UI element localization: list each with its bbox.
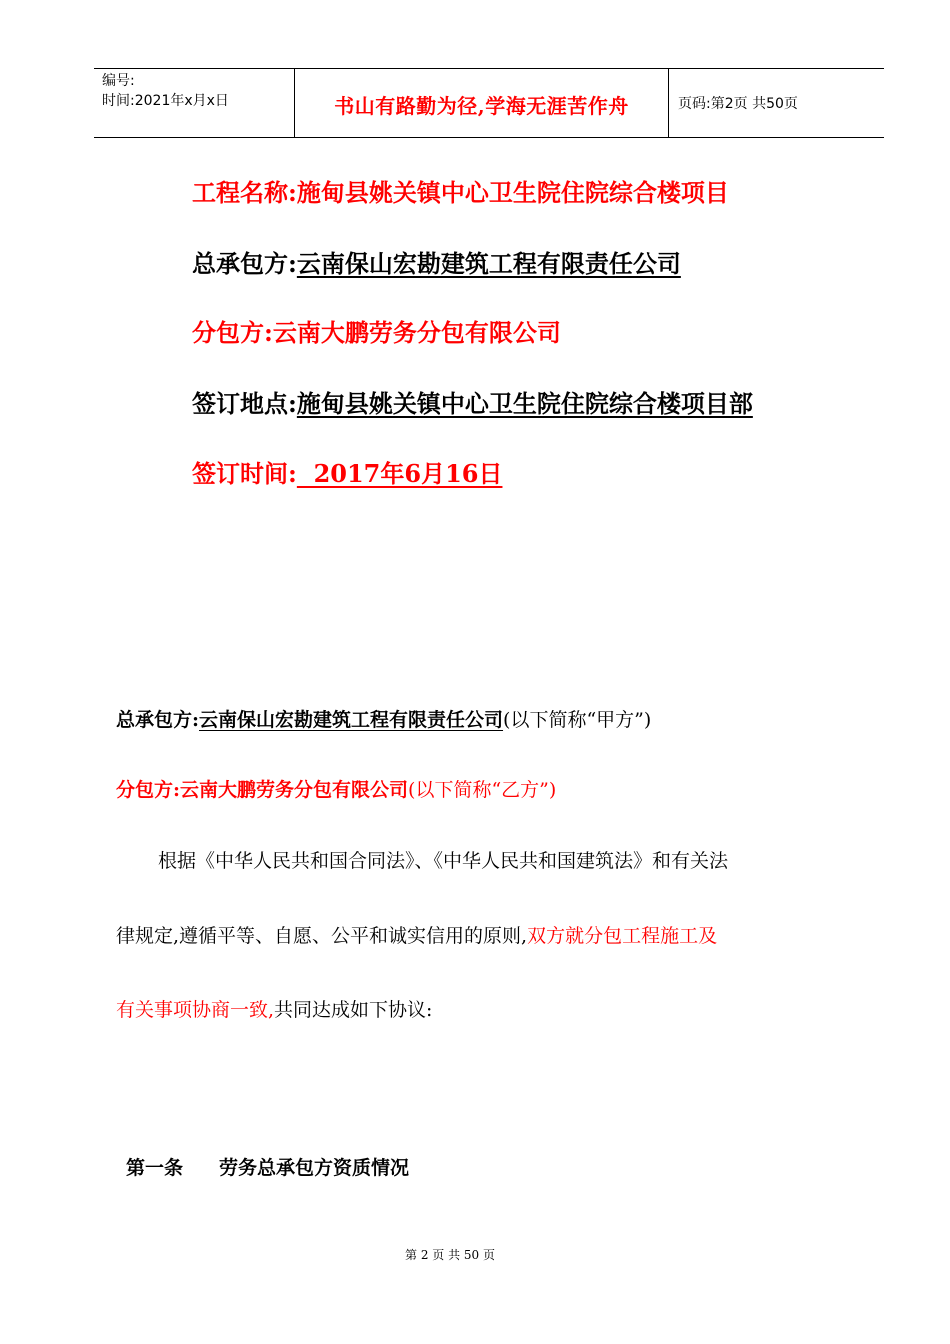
page-footer: 第 2 页 共 50 页	[405, 1248, 495, 1262]
party-b-value: 云南大鹏劳务分包有限公司	[180, 779, 409, 801]
party-a-line	[116, 707, 651, 733]
cover-project-name	[192, 178, 729, 208]
document-time-label: 时间:2021年x月x日	[102, 93, 229, 109]
header-meta-cell	[94, 69, 294, 137]
header-motto: 书山有路勤为径,学海无涯苦作舟	[334, 94, 629, 118]
cover-subcontractor	[192, 318, 561, 348]
signing-place-value: 施甸县姚关镇中心卫生院住院综合楼项目部	[296, 389, 753, 418]
signing-place-label: 签订地点:	[192, 389, 297, 418]
project-name-value: 施甸县姚关镇中心卫生院住院综合楼项目	[296, 178, 729, 207]
project-name-label: 工程名称:	[192, 178, 297, 207]
body-line-1	[158, 848, 728, 874]
contractor-label: 总承包方:	[192, 249, 297, 278]
article-heading	[126, 1153, 409, 1180]
party-b-label: 分包方:	[116, 779, 181, 801]
subcontractor-label: 分包方:	[192, 318, 273, 347]
body-line-3	[116, 997, 432, 1023]
subcontractor-value: 云南大鹏劳务分包有限公司	[272, 318, 561, 347]
body-text-2b: 双方就分包工程施工及	[527, 925, 718, 947]
body-text-3b: 共同达成如下协议:	[274, 999, 433, 1021]
cover-signing-place	[192, 389, 753, 419]
header-page-number: 页码:第2页 共50页	[678, 96, 798, 112]
article-number: 第一条	[126, 1157, 184, 1179]
contractor-value: 云南保山宏勘建筑工程有限责任公司	[296, 249, 681, 278]
document-header	[94, 68, 884, 138]
party-a-value: 云南保山宏勘建筑工程有限责任公司	[199, 709, 504, 731]
cover-signing-date	[192, 459, 502, 489]
document-number-label: 编号:	[102, 73, 135, 89]
body-text-2a: 律规定,遵循平等、自愿、公平和诚实信用的原则,	[116, 925, 528, 947]
party-b-note: (以下简称“乙方”)	[408, 779, 557, 801]
party-a-label: 总承包方:	[116, 709, 200, 731]
party-a-note: (以下简称“甲方”)	[503, 709, 652, 731]
body-line-2	[116, 923, 717, 949]
header-motto-cell	[294, 69, 669, 137]
cover-contractor	[192, 249, 681, 279]
party-b-line	[116, 777, 556, 803]
signing-date-value: 2017年6月16日	[296, 459, 503, 488]
body-text-3a: 有关事项协商一致,	[116, 999, 275, 1021]
body-text-1: 根据《中华人民共和国合同法》、《中华人民共和国建筑法》和有关法	[158, 850, 729, 872]
header-page-cell	[668, 69, 884, 137]
signing-date-label: 签订时间:	[192, 459, 297, 488]
article-title: 劳务总承包方资质情况	[219, 1157, 410, 1179]
